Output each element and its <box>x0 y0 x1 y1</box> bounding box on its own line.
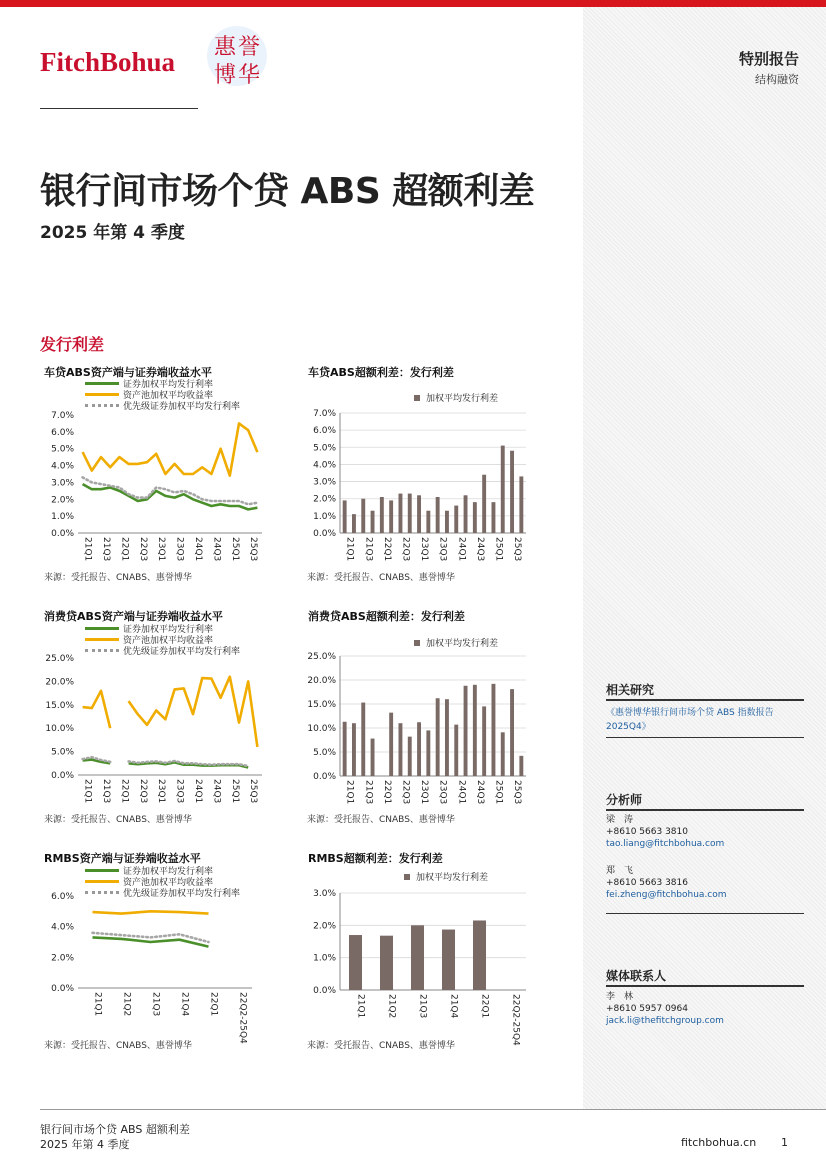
logo-rule <box>40 108 198 109</box>
y-tick-label: 4.0% <box>51 461 74 472</box>
logo-text: FitchBohua <box>40 47 176 77</box>
y-tick-label: 25.0% <box>45 654 74 664</box>
analyst-name: 梁 涛 <box>606 815 634 825</box>
y-tick-label: 20.0% <box>307 676 336 686</box>
media-email-link[interactable]: jack.li@thefitchgroup.com <box>606 1016 724 1026</box>
page-title: 银行间市场个贷 ABS 超额利差 <box>40 171 535 212</box>
x-tick-label: 21Q2 <box>386 994 397 1019</box>
bar <box>464 495 468 533</box>
bar <box>454 506 458 533</box>
bar <box>519 476 523 533</box>
y-tick-label: 25.0% <box>307 652 336 662</box>
bar <box>482 475 486 533</box>
logo-chinese-1: 惠誉 <box>214 35 263 60</box>
x-tick-label: 25Q3 <box>512 537 523 562</box>
bar <box>352 514 356 533</box>
bar <box>389 500 393 533</box>
section-title: 发行利差 <box>40 335 105 354</box>
bar <box>417 722 421 776</box>
bar <box>352 723 356 776</box>
x-tick-label: 21Q3 <box>363 537 374 562</box>
analyst-phone: +8610 5663 3810 <box>606 827 688 837</box>
x-tick-label: 24Q1 <box>456 780 467 805</box>
analyst-email-link[interactable]: tao.liang@fitchbohua.com <box>606 839 725 849</box>
analysts-rule-bottom <box>606 913 804 914</box>
bar <box>519 756 523 776</box>
cons-line-title: 消费贷ABS资产端与证券端收益水平 <box>44 610 223 623</box>
x-tick-label: 22Q3 <box>400 537 411 562</box>
related-report-link[interactable]: 《惠誉博华银行间市场个贷 ABS 指数报告 2025Q4》 <box>606 708 774 732</box>
bar <box>349 935 362 990</box>
legend-label: 优先级证券加权平均发行利率 <box>123 889 241 899</box>
x-tick-label: 22Q1 <box>119 779 130 804</box>
bar <box>445 699 449 776</box>
report-category: 结构融资 <box>755 73 799 86</box>
x-tick-label: 24Q3 <box>211 537 222 562</box>
y-tick-label: 15.0% <box>45 700 74 711</box>
x-tick-label: 22Q3 <box>400 780 411 805</box>
x-tick-label: 21Q3 <box>101 779 111 804</box>
media-contact-card <box>606 991 724 1027</box>
footer-rule <box>40 1109 826 1110</box>
y-tick-label: 7.0% <box>313 409 336 419</box>
footer-title <box>40 1122 190 1152</box>
analyst-card <box>606 814 724 850</box>
y-tick-label: 1.0% <box>313 511 336 522</box>
legend-label: 资产池加权平均收益率 <box>123 391 214 401</box>
legend-label: 资产池加权平均收益率 <box>123 878 214 888</box>
footer-line2: 2025 年第 4 季度 <box>40 1138 130 1151</box>
x-tick-label: 21Q1 <box>355 994 366 1019</box>
x-tick-label: 21Q2 <box>121 992 132 1017</box>
y-tick-label: 2.0% <box>51 953 74 964</box>
y-tick-label: 0.0% <box>51 529 74 539</box>
bar <box>343 722 347 776</box>
y-tick-label: 20.0% <box>45 677 74 688</box>
legend-label: 优先级证券加权平均发行利率 <box>123 402 241 412</box>
media-phone: +8610 5957 0964 <box>606 1004 688 1014</box>
auto-bar-legend <box>414 392 498 403</box>
bar <box>445 511 449 533</box>
legend-label: 证券加权平均发行利率 <box>123 867 214 877</box>
rmbs-bar-legend <box>404 871 488 882</box>
x-tick-label: 22Q1 <box>479 994 490 1019</box>
series-line <box>83 484 258 509</box>
fitchbohua-logo <box>40 26 290 90</box>
legend-label: 加权平均发行利差 <box>416 873 489 883</box>
auto-line-title: 车贷ABS资产端与证券端收益水平 <box>44 366 212 379</box>
x-tick-label: 25Q1 <box>229 537 240 562</box>
bar <box>371 511 375 533</box>
x-tick-label: 23Q3 <box>437 537 448 562</box>
y-tick-label: 5.0% <box>313 748 336 758</box>
bar <box>417 495 421 533</box>
auto-line-chart <box>40 405 270 570</box>
x-tick-label: 22Q3 <box>137 537 148 562</box>
y-tick-label: 3.0% <box>51 478 74 489</box>
x-tick-label: 21Q4 <box>448 994 459 1019</box>
rmbs-line-chart <box>40 888 270 1044</box>
source-note: 来源：受托报告、CNABS、惠誉博华 <box>44 815 192 825</box>
y-tick-label: 7.0% <box>51 411 74 421</box>
x-tick-label: 25Q3 <box>512 780 523 805</box>
bar <box>371 739 375 776</box>
x-tick-label: 22Q3 <box>137 779 148 804</box>
media-rule <box>606 985 804 987</box>
x-tick-label: 21Q3 <box>417 994 428 1019</box>
related-rule-bottom <box>606 737 804 738</box>
source-note: 来源：受托报告、CNABS、惠誉博华 <box>44 1041 192 1051</box>
bar <box>389 713 393 776</box>
y-tick-label: 0.0% <box>51 984 74 994</box>
bar <box>501 732 505 776</box>
x-tick-label: 21Q3 <box>101 537 111 562</box>
y-tick-label: 0.0% <box>313 986 336 996</box>
legend-label: 优先级证券加权平均发行利率 <box>123 647 241 657</box>
bar <box>411 925 424 990</box>
x-tick-label: 25Q1 <box>229 779 240 804</box>
x-tick-label: 22Q1 <box>119 537 130 562</box>
y-tick-label: 4.0% <box>313 460 336 471</box>
bar <box>482 706 486 776</box>
footer-line1: 银行间市场个贷 ABS 超额利差 <box>40 1123 190 1136</box>
page-subtitle: 2025 年第 4 季度 <box>40 223 185 243</box>
bar <box>491 684 495 776</box>
x-tick-label: 22Q1 <box>381 537 392 562</box>
x-tick-label: 24Q3 <box>474 537 485 562</box>
auto-bar-title: 车贷ABS超额利差：发行利差 <box>308 366 454 379</box>
x-tick-label: 23Q3 <box>174 779 185 804</box>
source-note: 来源：受托报告、CNABS、惠誉博华 <box>307 815 455 825</box>
legend-label: 加权平均发行利差 <box>426 639 499 649</box>
series-line <box>93 937 209 946</box>
y-tick-label: 2.0% <box>313 921 336 932</box>
top-accent-bar <box>0 0 826 7</box>
media-contact-heading: 媒体联系人 <box>606 969 667 983</box>
x-tick-label: 25Q1 <box>493 780 504 805</box>
x-tick-label: 23Q1 <box>156 537 167 562</box>
x-tick-label: 24Q1 <box>456 537 467 562</box>
y-tick-label: 10.0% <box>307 724 336 734</box>
y-tick-label: 0.0% <box>51 771 74 781</box>
related-research-heading: 相关研究 <box>606 683 655 697</box>
x-tick-label: 22Q2-25Q4 <box>510 994 521 1046</box>
x-tick-label: 21Q1 <box>344 780 355 805</box>
bar <box>491 502 495 533</box>
y-tick-label: 5.0% <box>313 443 336 454</box>
bar <box>473 920 486 990</box>
related-rule <box>606 699 804 701</box>
y-tick-label: 1.0% <box>313 953 336 964</box>
x-tick-label: 24Q1 <box>193 779 203 804</box>
legend-label: 加权平均发行利差 <box>426 394 499 404</box>
y-tick-label: 6.0% <box>313 426 336 437</box>
y-tick-label: 6.0% <box>51 892 74 902</box>
y-tick-label: 2.0% <box>51 495 74 506</box>
rmbs-bar-title: RMBS超额利差：发行利差 <box>308 852 443 865</box>
bar <box>361 499 365 533</box>
series-line <box>83 691 111 728</box>
series-line <box>93 911 209 913</box>
x-tick-label: 21Q1 <box>82 537 93 562</box>
x-tick-label: 23Q1 <box>419 780 430 805</box>
series-line <box>129 677 258 747</box>
y-tick-label: 0.0% <box>313 772 336 782</box>
x-tick-label: 21Q3 <box>363 780 374 805</box>
analyst-phone: +8610 5663 3816 <box>606 878 688 888</box>
x-tick-label: 21Q3 <box>150 992 161 1017</box>
y-tick-label: 3.0% <box>313 477 336 488</box>
y-tick-label: 5.0% <box>51 747 74 758</box>
bar <box>426 511 430 533</box>
bar <box>473 685 477 776</box>
bar <box>398 494 402 533</box>
bar <box>510 451 514 533</box>
x-tick-label: 25Q1 <box>493 537 504 562</box>
bar <box>436 698 440 776</box>
bar <box>380 497 384 533</box>
source-note: 来源：受托报告、CNABS、惠誉博华 <box>307 573 455 583</box>
bar <box>454 725 458 776</box>
y-tick-label: 5.0% <box>51 444 74 455</box>
auto-bar-chart <box>302 405 537 570</box>
x-tick-label: 23Q1 <box>419 537 430 562</box>
legend-label: 证券加权平均发行利率 <box>123 380 214 390</box>
source-note: 来源：受托报告、CNABS、惠誉博华 <box>307 1041 455 1051</box>
bar <box>473 502 477 533</box>
y-tick-label: 10.0% <box>45 724 74 735</box>
bar <box>380 936 393 990</box>
bar <box>442 930 455 990</box>
x-tick-label: 22Q1 <box>208 992 219 1017</box>
bar <box>361 703 365 776</box>
x-tick-label: 25Q3 <box>248 537 259 562</box>
y-tick-label: 15.0% <box>307 700 336 710</box>
bar <box>426 730 430 776</box>
x-tick-label: 21Q4 <box>179 992 190 1017</box>
analyst-email-link[interactable]: fei.zheng@fitchbohua.com <box>606 890 727 900</box>
x-tick-label: 24Q3 <box>474 780 485 805</box>
x-tick-label: 21Q1 <box>92 992 103 1017</box>
x-tick-label: 23Q3 <box>437 780 448 805</box>
legend-label: 资产池加权平均收益率 <box>123 636 214 646</box>
bar <box>408 494 412 533</box>
bar <box>343 500 347 533</box>
y-tick-label: 3.0% <box>313 889 336 899</box>
analysts-heading: 分析师 <box>606 793 643 807</box>
x-tick-label: 23Q1 <box>156 779 167 804</box>
analyst-card <box>606 865 727 901</box>
cons-bar-chart <box>302 650 537 810</box>
page-number: 1 <box>781 1136 788 1149</box>
bar <box>398 723 402 776</box>
bar <box>464 686 468 776</box>
x-tick-label: 22Q2-25Q4 <box>237 992 248 1044</box>
series-line <box>83 423 258 475</box>
y-tick-label: 6.0% <box>51 427 74 438</box>
bar <box>436 497 440 533</box>
y-tick-label: 0.0% <box>313 529 336 539</box>
bar <box>510 689 514 776</box>
logo-chinese-2: 博华 <box>214 63 263 88</box>
y-tick-label: 1.0% <box>51 512 74 523</box>
footer-site[interactable]: fitchbohua.cn <box>681 1136 757 1149</box>
x-tick-label: 25Q3 <box>248 779 259 804</box>
series-line <box>83 477 258 504</box>
x-tick-label: 21Q1 <box>82 779 93 804</box>
source-note: 来源：受托报告、CNABS、惠誉博华 <box>44 573 192 583</box>
cons-bar-legend <box>414 637 498 648</box>
x-tick-label: 23Q3 <box>174 537 185 562</box>
media-name: 李 林 <box>606 992 634 1002</box>
bar <box>408 737 412 776</box>
cons-bar-title: 消费贷ABS超额利差：发行利差 <box>308 610 465 623</box>
analysts-rule <box>606 809 804 811</box>
y-tick-label: 2.0% <box>313 494 336 505</box>
x-tick-label: 24Q3 <box>211 779 222 804</box>
report-type: 特别报告 <box>738 50 799 68</box>
y-tick-label: 4.0% <box>51 922 74 933</box>
bar <box>501 446 505 533</box>
rmbs-line-title: RMBS资产端与证券端收益水平 <box>44 852 201 865</box>
legend-label: 证券加权平均发行利率 <box>123 625 214 635</box>
x-tick-label: 24Q1 <box>193 537 203 562</box>
x-tick-label: 21Q1 <box>344 537 355 562</box>
analyst-name: 郑 飞 <box>606 866 634 876</box>
sidebar-panel <box>583 7 826 1109</box>
x-tick-label: 22Q1 <box>381 780 392 805</box>
cons-line-chart <box>40 650 270 810</box>
